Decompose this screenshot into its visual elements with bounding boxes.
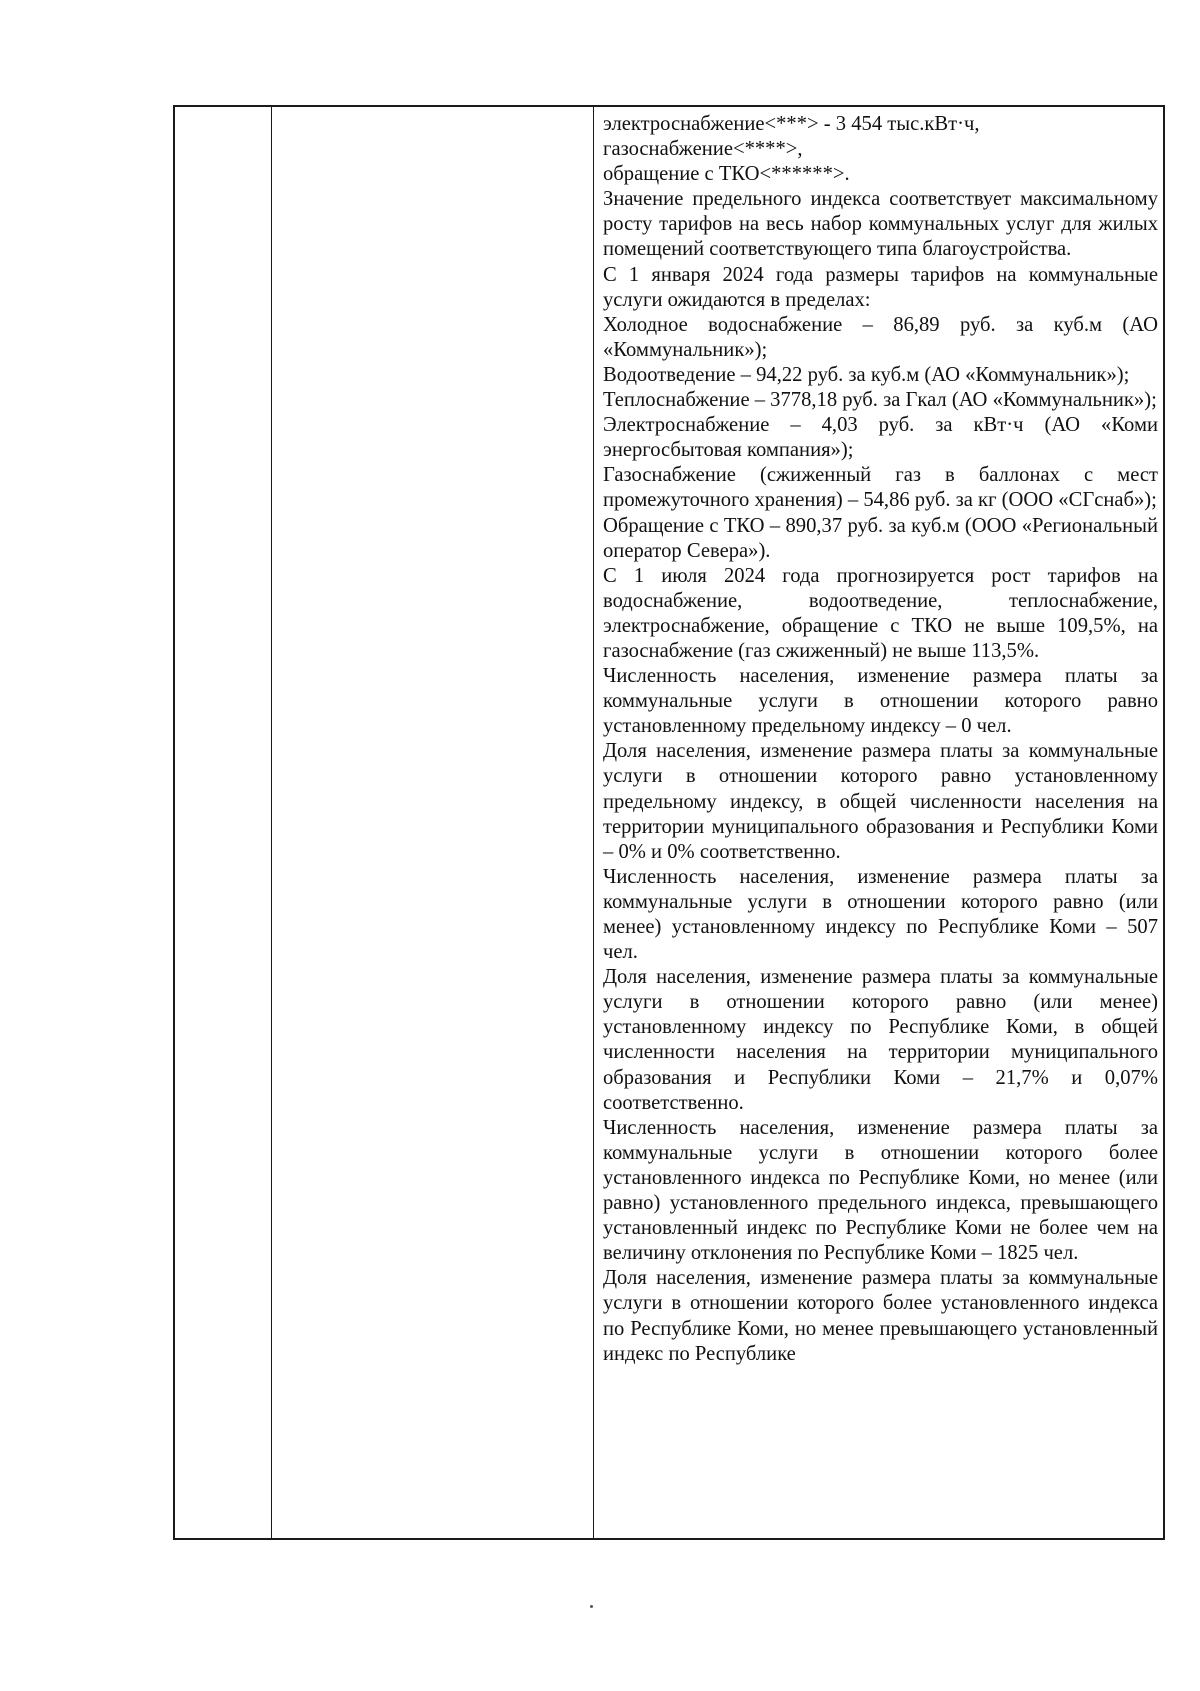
paragraph-population-equal-limit: Численность населения, изменение размера платы за коммунальные услуги в отношении которого равно установленному предельному индексу – 0 чел. bbox=[603, 665, 1158, 738]
intro-line: обращение с ТКО<******>. bbox=[603, 163, 850, 186]
document-table bbox=[173, 105, 1165, 1540]
paragraph-share-above-komi: Доля населения, изменение размера платы за коммунальные услуги в отношении которого более установленного индекса по Республике Коми, но менее превышающего установленный индекс по Республике bbox=[603, 1267, 1158, 1365]
paragraph-population-equal-komi: Численность населения, изменение размера платы за коммунальные услуги в отношении которого равно (или менее) установленному индексу по Республике Коми – 507 чел. bbox=[603, 865, 1158, 964]
paragraph-index-note: Значение предельного индекса соответствует максимальному росту тарифов на весь набор коммунальных услуг для жилых помещений соответствующего типа благоустройства. bbox=[603, 188, 1158, 261]
paragraph-waste: Обращение с ТКО – 890,37 руб. за куб.м (ООО «Региональный оператор Севера»). bbox=[603, 514, 1158, 562]
paragraph-electricity: Электроснабжение – 4,03 руб. за кВт·ч (АО «Коми энергосбытовая компания»); bbox=[603, 414, 1158, 462]
paragraph-population-above-komi: Численность населения, изменение размера платы за коммунальные услуги в отношении которого более установленного индекса по Республике Коми, но менее (или равно) установленного предельного индекса, превышающего установленный индекс по Республике Коми не более чем на величину отклонения по Республике Коми – 1825 чел. bbox=[603, 1116, 1158, 1265]
paragraph-gas: Газоснабжение (сжиженный газ в баллонах с мест промежуточного хранения) – 54,86 руб. за кг (ООО «СГснаб»); bbox=[603, 464, 1158, 512]
paragraph-july-growth: С 1 июля 2024 года прогнозируется рост тарифов на водоснабжение, водоотведение, теплоснабжение, электроснабжение, обращение с ТКО не выше 109,5%, на газоснабжение (газ сжиженный) не выше 113,5%. bbox=[603, 564, 1158, 662]
table-column-number bbox=[175, 107, 272, 1538]
intro-line: электроснабжение<***> - 3 454 тыс.кВт·ч, bbox=[603, 113, 980, 135]
table-column-content bbox=[594, 107, 1163, 1538]
paragraph-tariffs-intro: С 1 января 2024 года размеры тарифов на коммунальные услуги ожидаются в пределах: bbox=[603, 263, 1158, 311]
paragraph-heating: Теплоснабжение – 3778,18 руб. за Гкал (АО «Коммунальник»); bbox=[603, 389, 1157, 412]
intro-line: газоснабжение<****>, bbox=[603, 138, 803, 161]
paragraph-sewerage: Водоотведение – 94,22 руб. за куб.м (АО «Коммунальник»); bbox=[603, 363, 1130, 386]
paragraph-cold-water: Холодное водоснабжение – 86,89 руб. за куб.м (АО «Коммунальник»); bbox=[603, 313, 1158, 361]
paragraph-share-equal-limit: Доля населения, изменение размера платы за коммунальные услуги в отношении которого равно установленному предельному индексу, в общей численности населения на территории муниципального образования и Республики Коми – 0% и 0% соответственно. bbox=[603, 740, 1158, 863]
paragraph-share-equal-komi: Доля населения, изменение размера платы за коммунальные услуги в отношении которого равно (или менее) установленному индексу по Республике Коми, в общей численности населения на территории муниципального образования и Республики Коми – 21,7% и 0,07% соответственно. bbox=[603, 966, 1158, 1114]
scan-dot-mark bbox=[590, 1605, 593, 1608]
table-column-name bbox=[272, 107, 594, 1538]
